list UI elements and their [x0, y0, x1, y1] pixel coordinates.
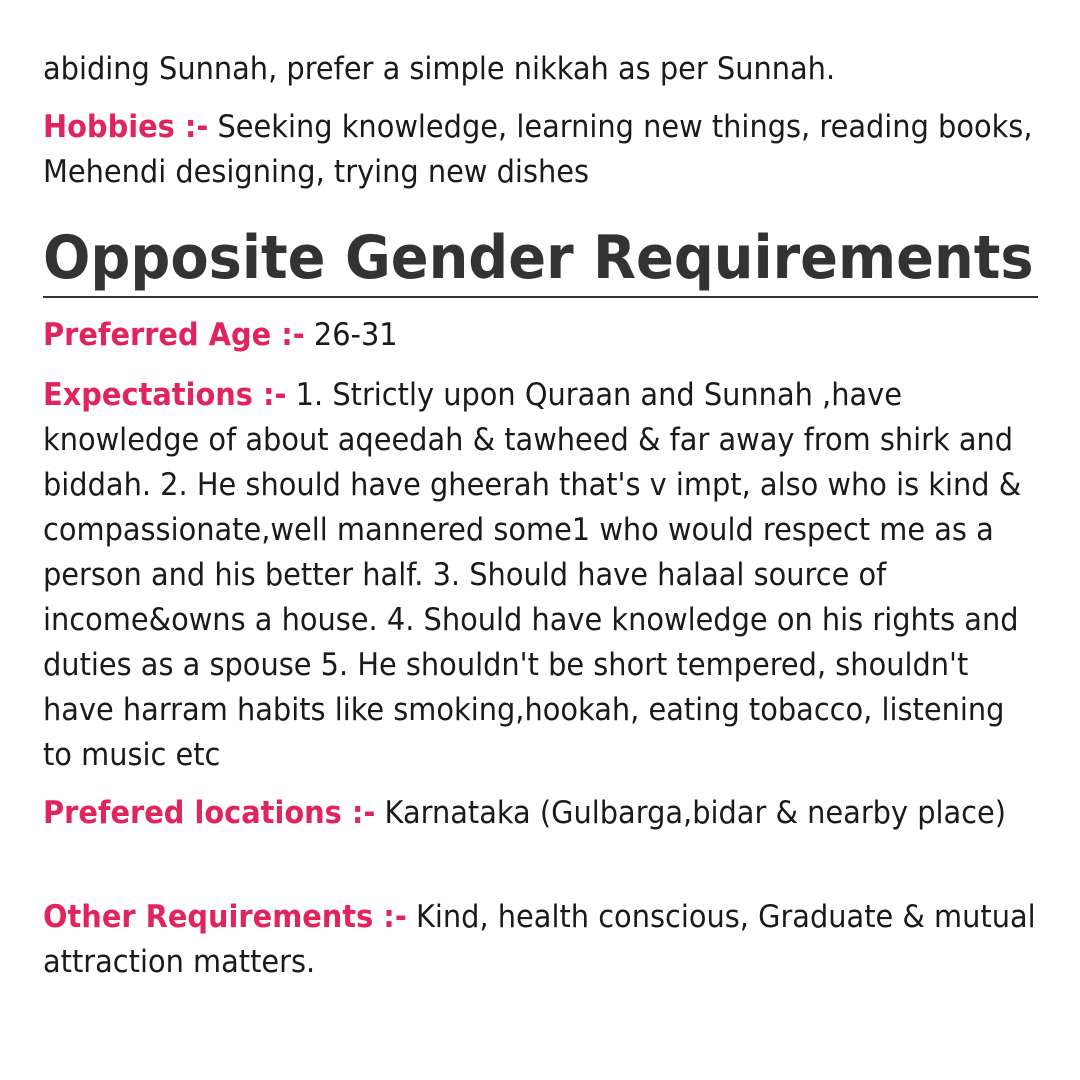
preferred-age-label: Preferred Age :-	[43, 317, 305, 353]
preferred-locations-value: Karnataka (Gulbarga,bidar & nearby place)	[384, 795, 1007, 831]
expectations-paragraph	[43, 373, 1038, 778]
expectations-value: 1. Strictly upon Quraan and Sunnah ,have knowledge of about aqeedah & tawheed & far away from shirk and biddah. 2. He should have gheerah that's v impt, also who is kind & compassionate,well mannered some1 who would respect me as a person and his better half. 3. Should have halaal source of income&owns a house. 4. Should have knowledge on his rights and duties as a spouse 5. He shouldn't be short tempered, shouldn't have harram habits like smoking,hookah, eating tobacco, listening to music etc	[43, 377, 1022, 773]
other-requirements-value: Kind, health conscious, Graduate & mutual attraction matters.	[43, 899, 1036, 980]
hobbies-value: Seeking knowledge, learning new things, reading books, Mehendi designing, trying new dishes	[43, 109, 1033, 190]
expectations-label: Expectations :-	[43, 377, 287, 413]
other-requirements-label: Other Requirements :-	[43, 899, 407, 935]
hobbies-paragraph	[43, 105, 1038, 195]
hobbies-label: Hobbies :-	[43, 109, 209, 145]
preferred-locations-label: Prefered locations :-	[43, 795, 376, 831]
heading-divider	[43, 296, 1038, 298]
intro-text	[43, 47, 1038, 92]
other-requirements-paragraph	[43, 895, 1038, 985]
section-heading: Opposite Gender Requirements	[43, 223, 1034, 293]
preferred-age-value: 26-31	[313, 317, 398, 353]
intro-text-value: abiding Sunnah, prefer a simple nikkah as per Sunnah.	[43, 51, 836, 87]
preferred-age-paragraph	[43, 313, 1038, 358]
preferred-locations-paragraph	[43, 791, 1038, 836]
